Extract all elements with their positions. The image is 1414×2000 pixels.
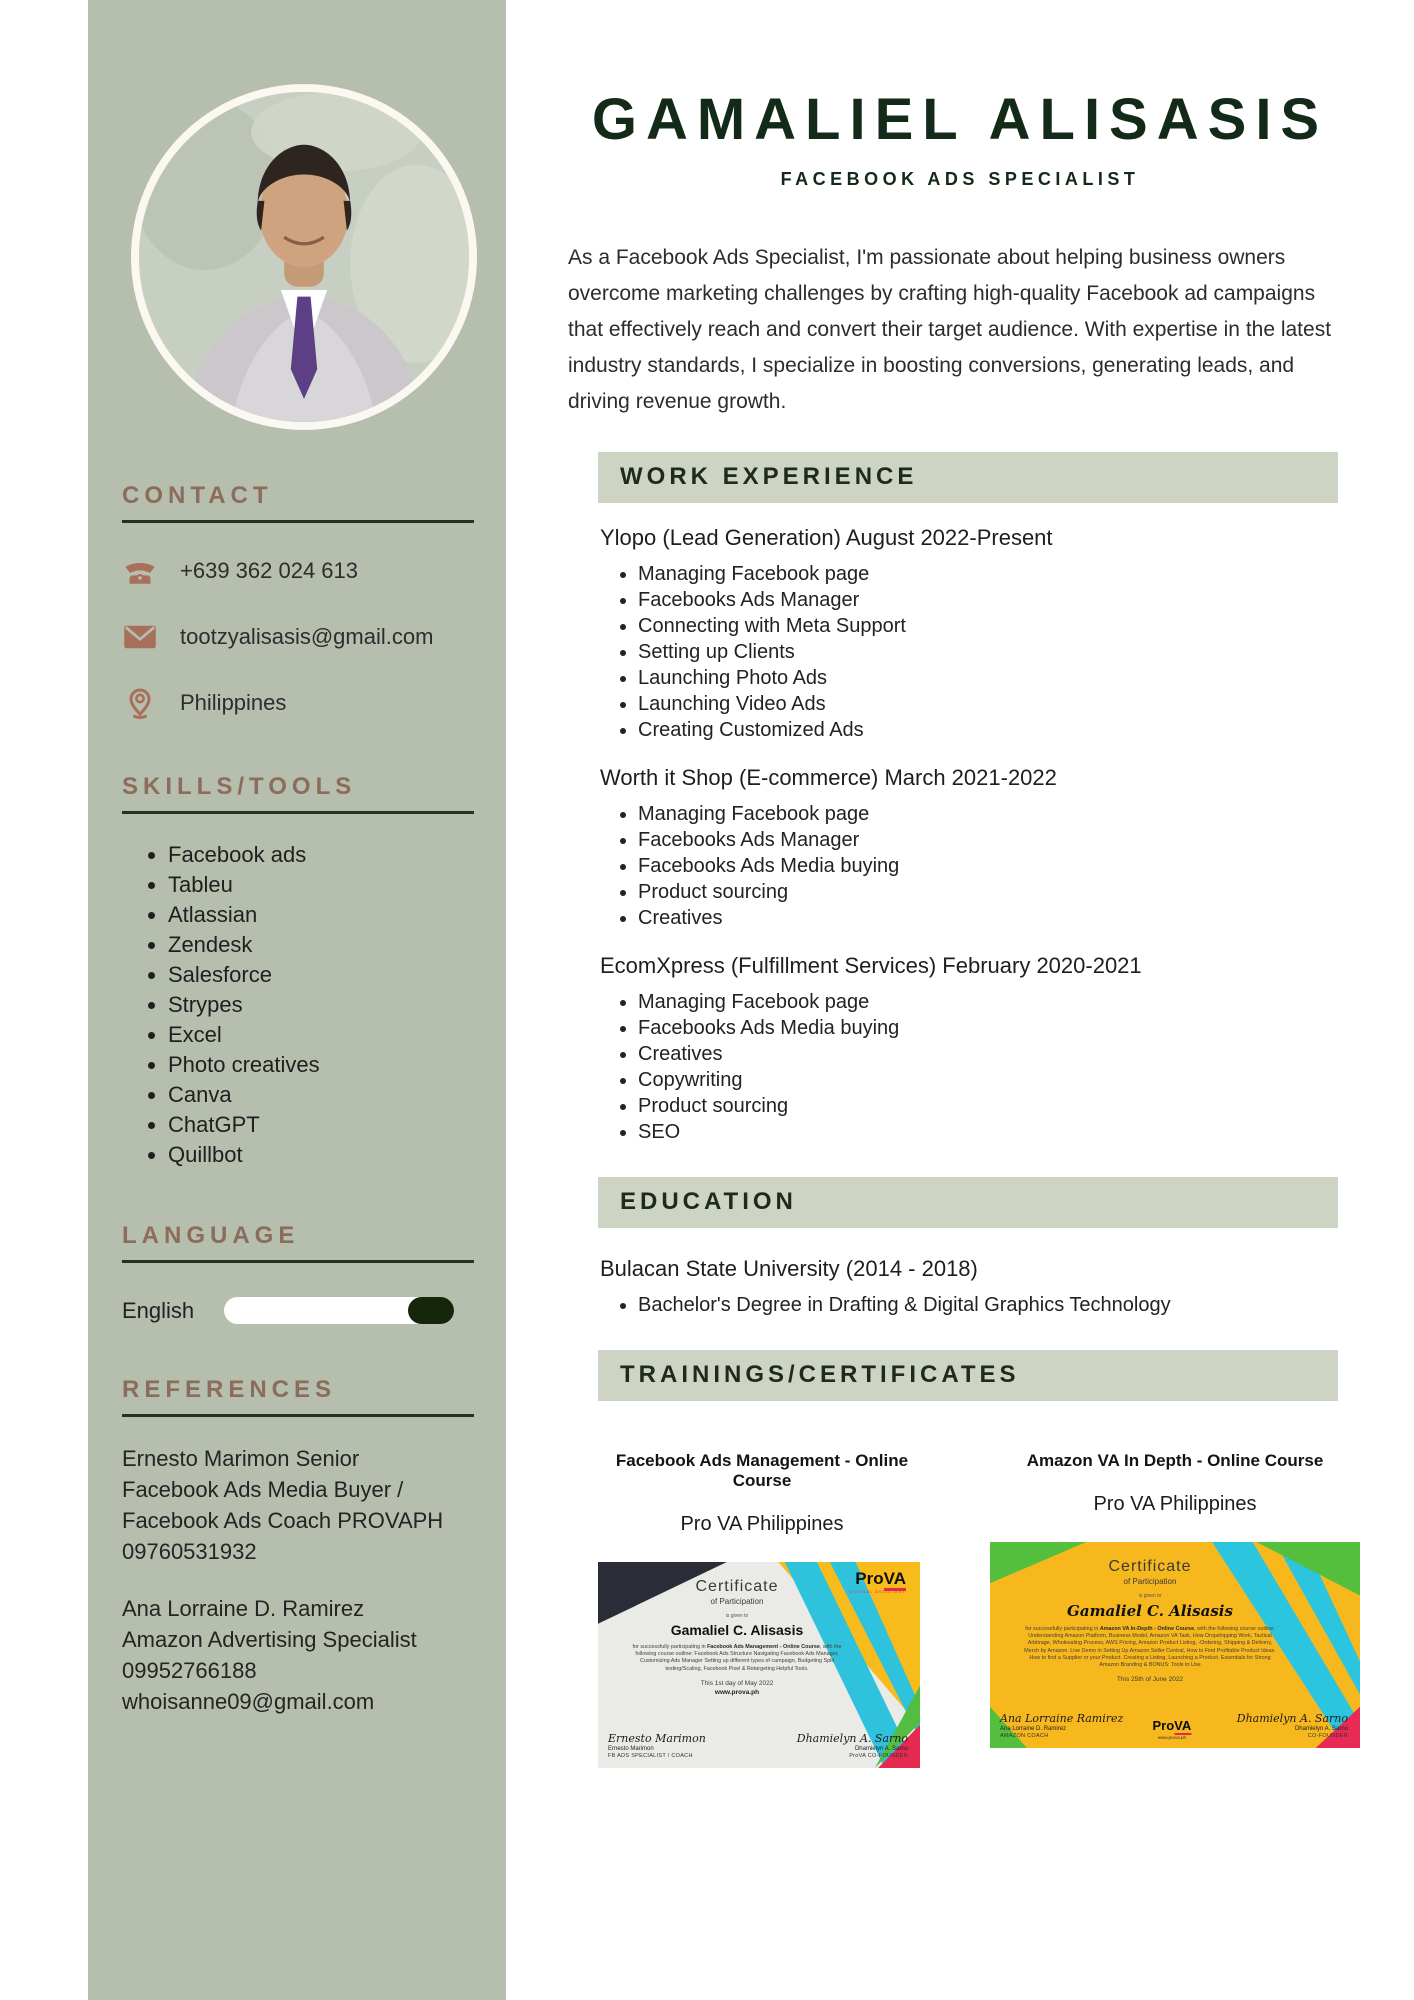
certificate-image-amazon <box>990 1542 1360 1748</box>
language-name: English <box>122 1297 195 1323</box>
certificate-column-facebook <box>598 1449 926 1768</box>
certificate-body <box>1024 1626 1276 1669</box>
job-entry-title: EcomXpress (Fulfillment Services) February 2020-2021 <box>600 953 1142 978</box>
signature-block-left <box>1000 1712 1123 1740</box>
references-heading: REFERENCES <box>122 1376 337 1403</box>
portrait-illustration <box>139 92 469 422</box>
skill-item: • Quillbot <box>168 1140 486 1170</box>
bullet-item: • Creating Customized Ads <box>638 717 1414 743</box>
job-title: FACEBOOK ADS SPECIALIST <box>780 169 1140 189</box>
skill-item: • Strypes <box>168 990 486 1020</box>
prova-logo-va: VA <box>884 1569 906 1591</box>
signature-block-left <box>608 1732 706 1760</box>
job-entry <box>506 765 1414 931</box>
bullet-item: • Facebooks Ads Manager <box>638 587 1414 613</box>
profile-summary: As a Facebook Ads Specialist, I'm passionate about helping business owners overcome marketing challenges by crafting high-quality Facebook ad campaigns that effectively reach and convert their target audience. With expertise in the latest industry standards, I specialize in boosting conversions, generating leads, and driving revenue growth. <box>568 246 1332 413</box>
certificate-course-name: Facebook Ads Management - Online Course <box>707 1644 820 1650</box>
job-bullet-list <box>600 989 1414 1145</box>
section-rule <box>122 811 474 814</box>
bullet-item: • Bachelor's Degree in Drafting & Digital Graphics Technology <box>638 1292 1414 1318</box>
certificate-course-name: Amazon VA In-Depth - Online Course <box>1099 1626 1195 1632</box>
references-section <box>122 1376 486 1717</box>
certificate-body-rest: , with the following course outline: Understanding Amazon Platform, Business Model, Amazon VA Task, How Dropshipping Work, Tactical Arbitrage, Wholesaling Process, AWS Pricing, Amazon Product Listing, -Ordering, Shipping & Delivery, Merch by Amazon. Live Demo in Setting Up Amazon Seller Central, How to Find Profitable Product Ideas. How to find a Supplier or your Product. Creating a Listing, Launching a Product. Essentials for Strong Amazon Branding & BONUS: Tools to Use <box>1024 1626 1276 1669</box>
bullet-item: • Managing Facebook page <box>638 561 1414 587</box>
certificate-body-prefix: for successfully participating in <box>632 1644 708 1650</box>
location-pin-icon <box>122 685 158 721</box>
job-entry <box>506 953 1414 1145</box>
bullet-item: • Connecting with Meta Support <box>638 613 1414 639</box>
email-address: tootzyalisasis@gmail.com <box>180 624 434 649</box>
bullet-item: • Facebooks Ads Media buying <box>638 853 1414 879</box>
certificate-body <box>628 1644 846 1673</box>
sidebar <box>88 0 506 2000</box>
certificate-subtitle: of Participation <box>1123 1577 1177 1586</box>
signature-role: ProVA CO-FOUNDER <box>849 1753 908 1760</box>
signature-script: Dhamielyn A. Sarno <box>1236 1711 1348 1725</box>
contact-row-email <box>122 619 486 655</box>
skill-item: • Salesforce <box>168 960 486 990</box>
phone-number: +639 362 024 613 <box>180 558 359 583</box>
prova-logo-pro: Pro <box>855 1569 884 1588</box>
reference-line: Facebook Ads Media Buyer / <box>122 1477 404 1502</box>
certificate-website: www.prova.ph <box>714 1688 760 1696</box>
certificate-recipient: Gamaliel C. Alisasis <box>1067 1602 1233 1620</box>
language-heading: LANGUAGE <box>122 1222 300 1249</box>
trainings-heading: TRAININGS/CERTIFICATES <box>598 1350 1338 1401</box>
bullet-item: • Creatives <box>638 1041 1414 1067</box>
location-text: Philippines <box>180 690 287 715</box>
signature-block-right <box>797 1732 908 1760</box>
profile-photo-ring <box>131 84 477 430</box>
signature-role: FB ADS SPECIALIST / COACH <box>608 1753 693 1760</box>
reference-line: Ernesto Marimon Senior <box>122 1446 360 1471</box>
skill-item: • Atlassian <box>168 900 486 930</box>
bullet-item: • Facebooks Ads Media buying <box>638 1015 1414 1041</box>
reference-line: Amazon Advertising Specialist <box>122 1627 417 1652</box>
prova-logo-va: VA <box>1174 1718 1192 1734</box>
signature-script: Ana Lorraine Ramirez <box>1000 1711 1124 1725</box>
skills-list <box>122 840 486 1170</box>
signature-name: Ernesto Marimon <box>608 1745 654 1752</box>
section-rule <box>122 1414 474 1417</box>
contact-section <box>122 482 486 721</box>
job-entry-title: Worth it Shop (E-commerce) March 2021-2022 <box>600 765 1057 790</box>
bullet-item: • Launching Video Ads <box>638 691 1414 717</box>
prova-logo <box>850 1570 907 1594</box>
profile-photo <box>139 92 469 422</box>
certificate-given-to: is given to <box>1138 1593 1162 1599</box>
education-bullet-list <box>600 1292 1414 1318</box>
certificates-grid <box>598 1449 1360 1768</box>
skills-heading: SKILLS/TOOLS <box>122 773 357 800</box>
course-title: Amazon VA In Depth - Online Course <box>1026 1451 1324 1470</box>
reference-line: Facebook Ads Coach PROVAPH <box>122 1508 444 1533</box>
job-entry <box>506 525 1414 743</box>
skill-item: • Facebook ads <box>168 840 486 870</box>
certificate-title: Certificate <box>695 1578 779 1595</box>
certificate-given-to: is given to <box>725 1613 749 1619</box>
reference-line: 09952766188 <box>122 1658 257 1683</box>
signature-name: Dhamielyn A. Sarno <box>854 1745 908 1752</box>
contact-heading: CONTACT <box>122 482 273 509</box>
phone-icon <box>122 553 158 589</box>
reference-entry <box>122 1593 486 1717</box>
skill-item: • Tableu <box>168 870 486 900</box>
education-school: Bulacan State University (2014 - 2018) <box>600 1256 978 1281</box>
skill-item: • Photo creatives <box>168 1050 486 1080</box>
certificate-date: This 25th of June 2022 <box>1116 1676 1184 1684</box>
reference-line: whoisanne09@gmail.com <box>122 1689 375 1714</box>
reference-line: 09760531932 <box>122 1539 257 1564</box>
prova-logo <box>1153 1718 1192 1741</box>
certificate-title: Certificate <box>1108 1558 1192 1575</box>
signature-name: Dhamielyn A. Sarno <box>1294 1725 1348 1732</box>
job-bullet-list <box>600 561 1414 743</box>
course-provider: Pro VA Philippines <box>1093 1493 1257 1515</box>
signature-block-right <box>1237 1712 1348 1740</box>
education-heading: EDUCATION <box>598 1177 1338 1228</box>
job-bullet-list <box>600 801 1414 931</box>
envelope-icon <box>122 619 158 655</box>
main-content <box>506 0 1414 2000</box>
course-provider: Pro VA Philippines <box>680 1513 844 1535</box>
work-experience-heading: WORK EXPERIENCE <box>598 452 1338 503</box>
language-level-slider <box>224 1297 454 1324</box>
certificate-body-rest: , with the following course outline: Facebook Ads Structure Navigating Facebook Ads Manager, Customizing Ads Manager Setting up different types of campaign, Budgeting Split testing/Scaling, Facebook Pixel & Retargeting Helpful Tools. <box>635 1644 842 1672</box>
language-row <box>122 1297 486 1324</box>
bullet-item: • Creatives <box>638 905 1414 931</box>
skill-item: • Excel <box>168 1020 486 1050</box>
bullet-item: • Facebooks Ads Manager <box>638 827 1414 853</box>
signature-name: Ana Lorraine D. Ramirez <box>1000 1725 1067 1732</box>
bullet-item: • Product sourcing <box>638 879 1414 905</box>
signature-script: Dhamielyn A. Sarno <box>796 1731 908 1745</box>
bullet-item: • Launching Photo Ads <box>638 665 1414 691</box>
skill-item: • Canva <box>168 1080 486 1110</box>
certificate-column-amazon <box>990 1449 1360 1768</box>
page-title-name: GAMALIEL ALISASIS <box>591 87 1329 152</box>
reference-entry <box>122 1443 486 1567</box>
certificate-body-prefix: for successfully participating in <box>1025 1626 1100 1632</box>
certificate-image-facebook <box>598 1562 920 1768</box>
section-rule <box>122 520 474 523</box>
bullet-item: • Copywriting <box>638 1067 1414 1093</box>
signature-script: Ernesto Marimon <box>608 1731 706 1745</box>
bullet-item: • Managing Facebook page <box>638 801 1414 827</box>
prova-logo-tagline: VIRTUAL ASSISTANT <box>849 1589 906 1594</box>
job-entry-title: Ylopo (Lead Generation) August 2022-Present <box>600 525 1053 550</box>
reference-line: Ana Lorraine D. Ramirez <box>122 1596 365 1621</box>
skill-item: • ChatGPT <box>168 1110 486 1140</box>
bullet-item: • Managing Facebook page <box>638 989 1414 1015</box>
signature-role: CO-FOUNDER <box>1307 1733 1348 1740</box>
bullet-item: • SEO <box>638 1119 1414 1145</box>
certificate-recipient: Gamaliel C. Alisasis <box>670 1622 804 1638</box>
signature-role: AMAZON COACH <box>1000 1733 1049 1740</box>
certificate-text <box>990 1542 1360 1683</box>
course-title: Facebook Ads Management - Online Course <box>615 1451 909 1490</box>
bullet-item: • Setting up Clients <box>638 639 1414 665</box>
prova-logo-pro: Pro <box>1152 1718 1175 1734</box>
certificate-website: www.prova.ph <box>1157 1735 1187 1741</box>
contact-row-phone <box>122 553 486 589</box>
certificate-date: This 1st day of May 2022 <box>700 1679 774 1687</box>
certificate-subtitle: of Participation <box>710 1597 764 1606</box>
skills-section <box>122 773 486 1170</box>
section-rule <box>122 1260 474 1263</box>
contact-row-location <box>122 685 486 721</box>
bullet-item: • Product sourcing <box>638 1093 1414 1119</box>
language-section <box>122 1222 486 1324</box>
language-level-knob <box>408 1297 454 1324</box>
skill-item: • Zendesk <box>168 930 486 960</box>
